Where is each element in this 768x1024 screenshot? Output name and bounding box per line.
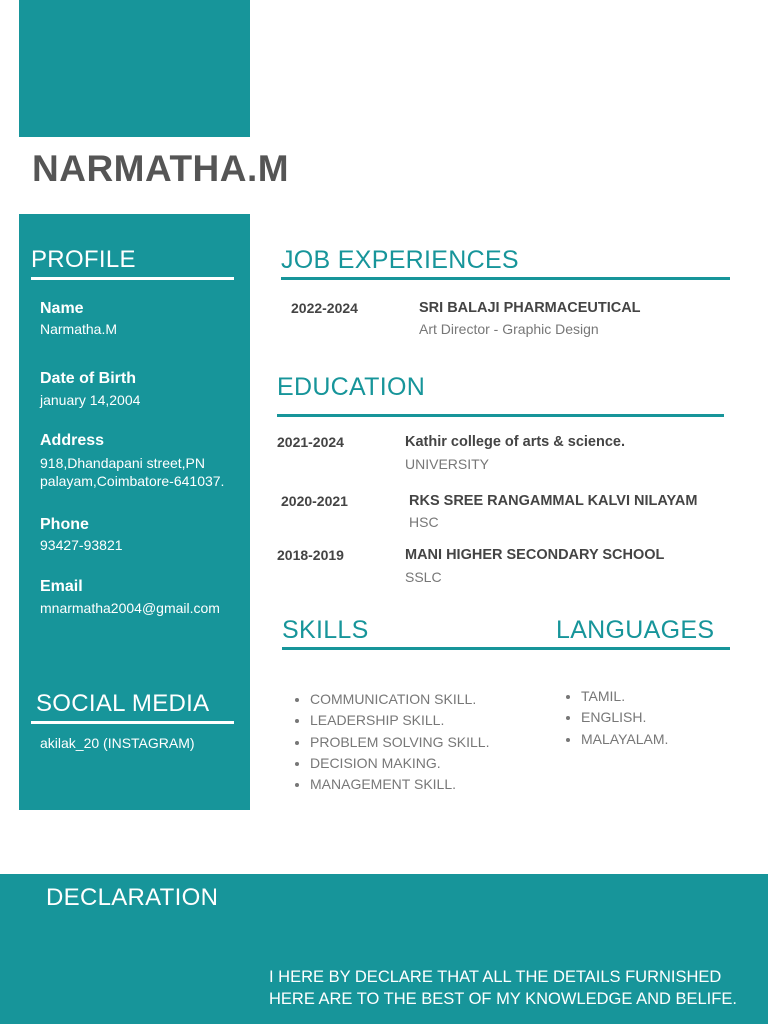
address-line-2: palayam,Coimbatore-641037. <box>40 473 225 489</box>
declaration-heading: DECLARATION <box>46 884 219 911</box>
candidate-name: NARMATHA.M <box>32 148 290 189</box>
list-item: • DECISION MAKING. <box>310 753 489 774</box>
social-media-divider <box>31 721 234 724</box>
dob-label: Date of Birth <box>40 370 136 387</box>
social-media-heading: SOCIAL MEDIA <box>36 690 210 717</box>
phone-label: Phone <box>40 516 89 533</box>
job-role: Art Director - Graphic Design <box>419 321 599 337</box>
job-organization: SRI BALAJI PHARMACEUTICAL <box>419 300 641 316</box>
education-heading: EDUCATION <box>277 373 426 401</box>
education-institution: Kathir college of arts & science. <box>405 434 625 450</box>
social-media-entry[interactable]: akilak_20 (INSTAGRAM) <box>40 735 195 751</box>
profile-heading: PROFILE <box>31 246 136 273</box>
education-institution: MANI HIGHER SECONDARY SCHOOL <box>405 547 665 563</box>
email-label: Email <box>40 578 83 595</box>
languages-list <box>553 686 668 750</box>
profile-divider <box>31 277 234 280</box>
skills-list <box>282 689 489 795</box>
education-level: HSC <box>409 514 439 530</box>
education-period: 2018-2019 <box>277 547 344 563</box>
job-experiences-heading: JOB EXPERIENCES <box>281 246 519 274</box>
education-institution: RKS SREE RANGAMMAL KALVI NILAYAM <box>409 493 698 509</box>
list-item: • LEADERSHIP SKILL. <box>310 710 489 731</box>
education-divider <box>277 414 724 417</box>
education-period: 2021-2024 <box>277 434 344 450</box>
languages-heading: LANGUAGES <box>556 616 715 644</box>
declaration-text: I HERE BY DECLARE THAT ALL THE DETAILS FURNISHED HERE ARE TO THE BEST OF MY KNOWLEDGE AND BELIFE. <box>269 968 737 1008</box>
skills-languages-divider <box>282 647 730 650</box>
address-label: Address <box>40 432 105 449</box>
education-level: UNIVERSITY <box>405 456 490 472</box>
photo-placeholder <box>19 0 250 137</box>
job-experiences-divider <box>281 277 730 280</box>
email-value[interactable]: mnarmatha2004@gmail.com <box>40 600 220 616</box>
phone-value: 93427-93821 <box>40 537 123 553</box>
skills-heading: SKILLS <box>282 616 369 644</box>
dob-value: january 14,2004 <box>40 392 141 408</box>
sidebar <box>19 214 250 810</box>
list-item: • MANAGEMENT SKILL. <box>310 774 489 795</box>
list-item: • MALAYALAM. <box>581 729 668 750</box>
education-period: 2020-2021 <box>281 493 348 509</box>
education-level: SSLC <box>405 569 442 585</box>
name-label: Name <box>40 300 84 317</box>
name-value: Narmatha.M <box>40 321 118 337</box>
list-item: • TAMIL. <box>581 686 668 707</box>
list-item: • COMMUNICATION SKILL. <box>310 689 489 710</box>
job-period: 2022-2024 <box>291 300 358 316</box>
list-item: • PROBLEM SOLVING SKILL. <box>310 732 489 753</box>
address-line-1: 918,Dhandapani street,PN <box>40 455 205 471</box>
list-item: • ENGLISH. <box>581 707 668 728</box>
